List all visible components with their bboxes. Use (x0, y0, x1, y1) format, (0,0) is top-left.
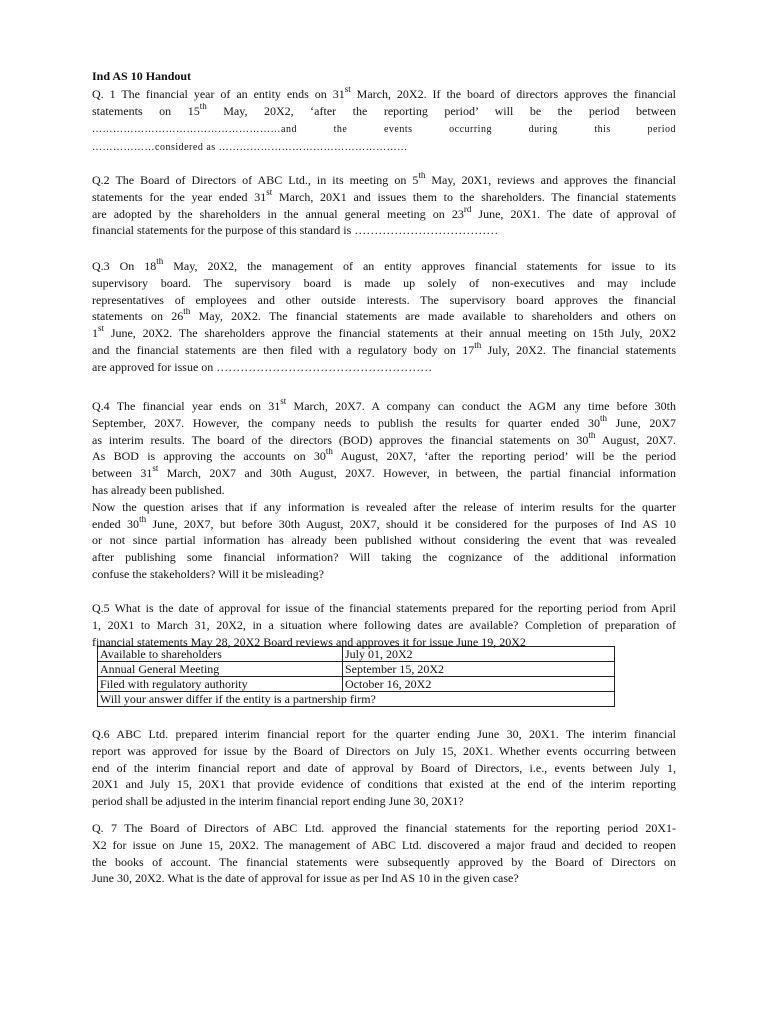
q4-line-4: As BOD is approving the accounts on 30th August, 20X7, ‘after the reporting period’ will be the period (92, 448, 676, 464)
q5-line-1: Q.5 What is the date of approval for issue of the financial statements prepared for the reporting period from April (92, 601, 676, 615)
q7-line-4: June 30, 20X2. What is the date of approval for issue as per Ind AS 10 in the given case? (92, 871, 519, 886)
table-row (98, 662, 615, 677)
table-cell-value: September 15, 20X2 (343, 662, 615, 677)
q3-line-3: representatives of employees and other outside interests. The supervisory board approves the financial (92, 292, 676, 307)
table-row (98, 692, 615, 707)
q4-line-11: confuse the stakeholders? Will it be misleading? (92, 566, 324, 581)
q6-line-2: report was approved for issue by the Board of Directors on July 15, 20X1. Whether events occurring between (92, 743, 676, 758)
table-cell-label: Filed with regulatory authority (98, 677, 343, 692)
q2-line-1: Q.2 The Board of Directors of ABC Ltd., in its meeting on 5th May, 20X1, reviews and approves the financial (92, 172, 676, 187)
q5-line-2: 1, 20X1 to March 31, 20X2, in a situation where following dates are available? Completion of preparation of (92, 617, 676, 632)
q6-line-1: Q.6 ABC Ltd. prepared interim financial report for the quarter ending June 30, 20X1. The interim financial (92, 727, 676, 741)
question-3 (92, 258, 676, 376)
question-2 (92, 172, 676, 239)
table-row (98, 677, 615, 692)
q6-line-5: period shall be adjusted in the interim financial report ending June 30, 20X1? (92, 794, 464, 809)
q3-line-2: supervisory board. The supervisory board is made up solely of non-executives and may include (92, 275, 676, 290)
q3-line-6: and the financial statements are then filed with a regulatory body on 17th July, 20X2. The financial statements (92, 341, 676, 357)
table-cell-label: Annual General Meeting (98, 662, 343, 677)
q3-line-4: statements on 26th May, 20X2. The financial statements are made available to shareholders and others on (92, 308, 676, 324)
q1-line-3: ………………………………………………and the events occurring during this period (92, 123, 676, 135)
q4-line-8: ended 30th June, 20X7, but before 30th August, 20X7, should it be considered for the purposes of Ind AS 10 (92, 515, 676, 531)
q7-line-1: Q. 7 The Board of Directors of ABC Ltd. approved the financial statements for the reporting period 20X1- (92, 821, 676, 835)
q6-line-4: 20X1 and July 15, 20X1 that provide evidence of conditions that existed at the end of the interim reporting (92, 777, 676, 792)
q4-line-1: Q.4 The financial year ends on 31st March, 20X7. A company can conduct the AGM any time before 30th (92, 398, 676, 413)
q4-line-10: after publishing some financial information? Will taking the cognizance of the additional information (92, 550, 676, 565)
q4-line-5: between 31st March, 20X7 and 30th August, 20X7. However, in between, the partial financial information (92, 465, 676, 481)
question-6 (92, 726, 676, 810)
table-cell-value: October 16, 20X2 (343, 677, 615, 692)
q3-line-1: Q.3 On 18th May, 20X2, the management of an entity approves financial statements for issue to its (92, 258, 676, 273)
q1-line-2: statements on 15th May, 20X2, ‘after the reporting period’ will be the period between (92, 102, 676, 118)
table-footer-question: Will your answer differ if the entity is a partnership firm? (98, 692, 615, 707)
q4-line-7: Now the question arises that if any information is revealed after the release of interim results for the quarter (92, 499, 676, 514)
q7-line-3: the books of account. The financial statements were subsequently approved by the Board of Directors on (92, 854, 676, 869)
q4-line-9: or not since partial information has already been published without considering the event that was revealed (92, 533, 676, 548)
table-row (98, 647, 615, 662)
question-1 (92, 86, 676, 157)
q2-line-2: statements for the year ended 31st March, 20X1 and issues them to the shareholders. The financial statements (92, 188, 676, 204)
q7-line-2: X2 for issue on June 15, 20X2. The management of ABC Ltd. discovered a major fraud and decided to reopen (92, 837, 676, 852)
q6-line-3: end of the interim financial report and date of approval by Board of Directors, i.e., events between July 1, (92, 760, 676, 775)
q1-line-4: ………………considered as ……………………………………………… (92, 142, 408, 154)
q5-line-3: financial statements May 28, 20X2 Board reviews and approves it for issue June 19, 20X2 (92, 634, 526, 649)
q2-line-4: financial statements for the purpose of this standard is ……………………………… (92, 223, 499, 238)
handout-title: Ind AS 10 Handout (92, 69, 192, 83)
question-4 (92, 398, 676, 583)
q4-line-2: September, 20X7. However, the company needs to publish the results for quarter ended 30th June, 20X7 (92, 414, 676, 430)
table-cell-label: Available to shareholders (98, 647, 343, 662)
q4-line-3: as interim results. The board of the directors (BOD) approves the financial statements on 30th August, 20X7. (92, 431, 676, 447)
q3-line-5: 1st June, 20X2. The shareholders approve the financial statements at their annual meeting on 15th July, 20X2 (92, 325, 676, 341)
q1-line-1: Q. 1 The financial year of an entity ends on 31st March, 20X2. If the board of directors approves the financial (92, 86, 676, 101)
q2-line-3: are adopted by the shareholders in the annual general meeting on 23rd June, 20X1. The date of approval of (92, 205, 676, 221)
q3-line-7: are approved for issue on ……………………………………………… (92, 359, 433, 374)
question-7 (92, 820, 676, 887)
q4-line-6: has already been published. (92, 482, 225, 497)
question-5 (92, 600, 676, 650)
q5-dates-table (97, 646, 615, 707)
table-cell-value: July 01, 20X2 (343, 647, 615, 662)
